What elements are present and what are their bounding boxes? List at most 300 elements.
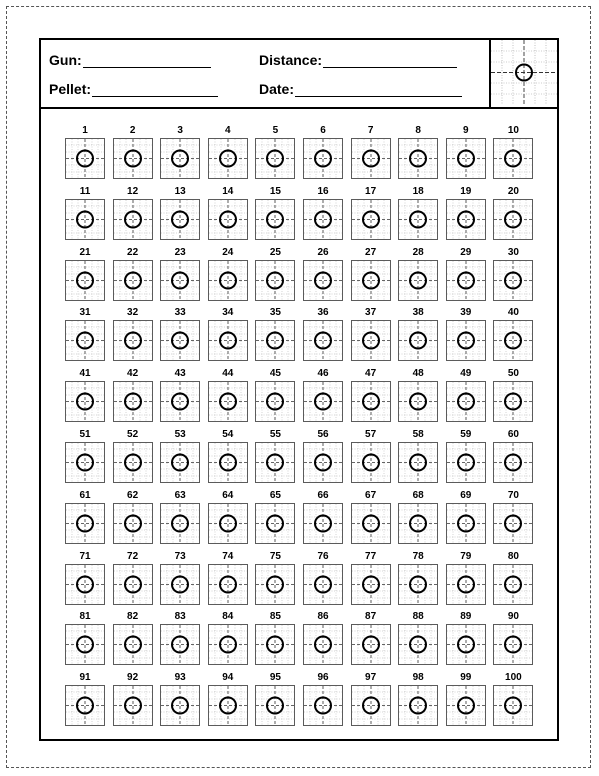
target-cell [206, 611, 250, 668]
target-cell [444, 490, 488, 547]
target-icon [303, 260, 343, 301]
target-cell [491, 611, 535, 668]
target-icon [208, 442, 248, 483]
target-number: 100 [505, 672, 522, 684]
target-number: 89 [460, 611, 472, 623]
target-cell [253, 186, 297, 243]
target-cell [206, 551, 250, 608]
target-number: 22 [127, 246, 139, 258]
target-cell [301, 490, 345, 547]
target-cell [301, 368, 345, 425]
target-icon [446, 320, 486, 361]
target-number: 90 [507, 611, 519, 623]
target-number: 82 [127, 611, 139, 623]
target-icon [446, 624, 486, 665]
target-icon [351, 503, 391, 544]
target-cell [491, 551, 535, 608]
gun-field[interactable] [49, 52, 211, 68]
target-cell [253, 672, 297, 729]
target-icon [398, 260, 438, 301]
target-icon [303, 564, 343, 605]
target-icon [208, 260, 248, 301]
target-icon [303, 442, 343, 483]
target-cell [444, 368, 488, 425]
target-cell [349, 429, 393, 486]
target-cell [158, 307, 202, 364]
gun-input-line[interactable] [83, 53, 211, 68]
target-cell [111, 672, 155, 729]
target-cell [111, 186, 155, 243]
target-number: 72 [127, 550, 139, 562]
target-icon [255, 381, 295, 422]
target-icon [493, 685, 533, 726]
target-cell [349, 490, 393, 547]
target-icon [303, 503, 343, 544]
target-icon [65, 503, 105, 544]
target-cell [206, 247, 250, 304]
target-number: 11 [79, 185, 91, 197]
target-number: 30 [507, 246, 519, 258]
target-icon [208, 320, 248, 361]
target-number: 85 [269, 611, 281, 623]
target-cell [301, 429, 345, 486]
target-icon [160, 260, 200, 301]
target-icon [446, 503, 486, 544]
target-number: 96 [317, 672, 329, 684]
reference-target-box [489, 40, 557, 107]
target-cell [111, 307, 155, 364]
target-cell [111, 125, 155, 182]
target-cell [253, 368, 297, 425]
target-cell [349, 551, 393, 608]
target-number: 1 [82, 125, 88, 136]
target-icon [446, 199, 486, 240]
target-number: 17 [365, 185, 377, 197]
target-icon [208, 564, 248, 605]
target-cell [396, 611, 440, 668]
target-icon [208, 503, 248, 544]
target-icon [255, 199, 295, 240]
target-cell [206, 125, 250, 182]
target-cell [349, 307, 393, 364]
target-number: 77 [365, 550, 377, 562]
target-icon [255, 624, 295, 665]
target-number: 46 [317, 368, 329, 380]
target-cell [301, 247, 345, 304]
target-cell [444, 247, 488, 304]
reference-target-icon [491, 40, 557, 105]
target-cell [63, 611, 107, 668]
target-cell [253, 307, 297, 364]
target-icon [493, 199, 533, 240]
target-number: 36 [317, 307, 329, 319]
target-number: 95 [269, 672, 281, 684]
target-number: 41 [79, 368, 91, 380]
target-icon [113, 381, 153, 422]
target-icon [351, 320, 391, 361]
target-cell [63, 672, 107, 729]
target-number: 32 [127, 307, 139, 319]
target-number: 87 [365, 611, 377, 623]
target-icon [351, 442, 391, 483]
date-label: Date: [259, 81, 295, 97]
target-icon [303, 199, 343, 240]
target-icon [303, 685, 343, 726]
target-number: 18 [412, 185, 424, 197]
target-icon [65, 260, 105, 301]
sheet-header [41, 40, 557, 109]
target-icon [351, 138, 391, 179]
target-cell [491, 429, 535, 486]
target-cell [111, 247, 155, 304]
target-icon [493, 624, 533, 665]
target-number: 12 [127, 185, 139, 197]
target-number: 55 [269, 429, 281, 440]
target-cell [158, 490, 202, 547]
target-number: 8 [415, 125, 421, 136]
target-icon [113, 199, 153, 240]
target-cell [206, 672, 250, 729]
target-icon [208, 685, 248, 726]
target-number: 25 [269, 246, 281, 258]
target-icon [303, 138, 343, 179]
target-icon [398, 685, 438, 726]
target-number: 5 [272, 125, 279, 136]
target-number: 70 [507, 489, 519, 501]
target-number: 88 [412, 611, 424, 623]
target-number: 48 [412, 368, 424, 380]
target-icon [446, 442, 486, 483]
target-number: 80 [507, 550, 519, 562]
target-icon [493, 503, 533, 544]
target-icon [65, 320, 105, 361]
target-cell [158, 611, 202, 668]
target-cell [349, 611, 393, 668]
target-cell [349, 247, 393, 304]
target-icon [255, 685, 295, 726]
target-number: 37 [365, 307, 377, 319]
target-icon [398, 564, 438, 605]
target-cell [206, 368, 250, 425]
target-cell [396, 186, 440, 243]
target-cell [111, 490, 155, 547]
target-icon [446, 138, 486, 179]
target-grid [41, 109, 557, 739]
target-icon [208, 199, 248, 240]
target-icon [446, 260, 486, 301]
target-icon [65, 199, 105, 240]
target-icon [255, 564, 295, 605]
target-number: 28 [412, 246, 424, 258]
target-number: 14 [222, 185, 234, 197]
distance-label: Distance: [259, 52, 323, 68]
target-icon [493, 442, 533, 483]
target-cell [63, 551, 107, 608]
target-icon [446, 564, 486, 605]
distance-field[interactable] [259, 52, 457, 68]
target-cell [301, 186, 345, 243]
target-icon [303, 381, 343, 422]
target-number: 64 [222, 489, 234, 501]
target-number: 39 [460, 307, 472, 319]
target-cell [444, 307, 488, 364]
target-icon [208, 138, 248, 179]
target-cell [491, 186, 535, 243]
target-icon [113, 685, 153, 726]
target-number: 21 [79, 246, 91, 258]
target-cell [396, 672, 440, 729]
target-icon [113, 442, 153, 483]
target-cell [158, 247, 202, 304]
target-cell [444, 429, 488, 486]
target-number: 6 [320, 125, 326, 136]
distance-input-line[interactable] [323, 53, 457, 68]
target-icon [113, 320, 153, 361]
target-number: 62 [127, 489, 139, 501]
target-number: 3 [177, 125, 183, 136]
target-cell [253, 247, 297, 304]
target-icon [398, 503, 438, 544]
target-icon [160, 320, 200, 361]
target-icon [65, 138, 105, 179]
pellet-label: Pellet: [49, 81, 92, 97]
target-number: 94 [222, 672, 234, 684]
target-cell [491, 247, 535, 304]
target-cell [349, 125, 393, 182]
target-number: 27 [365, 246, 377, 258]
target-number: 78 [412, 550, 424, 562]
target-cell [206, 186, 250, 243]
target-number: 76 [317, 550, 329, 562]
target-number: 26 [317, 246, 329, 258]
target-cell [396, 490, 440, 547]
target-cell [349, 672, 393, 729]
target-number: 9 [463, 125, 469, 136]
target-number: 68 [412, 489, 424, 501]
target-number: 71 [79, 550, 91, 562]
target-number: 92 [127, 672, 139, 684]
target-icon [493, 260, 533, 301]
target-number: 43 [174, 368, 186, 380]
target-number: 53 [174, 429, 186, 440]
target-icon [351, 564, 391, 605]
target-icon [446, 685, 486, 726]
target-icon [65, 442, 105, 483]
target-icon [113, 260, 153, 301]
target-number: 83 [174, 611, 186, 623]
target-number: 35 [269, 307, 281, 319]
target-icon [255, 138, 295, 179]
target-cell [349, 368, 393, 425]
target-number: 2 [129, 125, 136, 136]
target-cell [301, 307, 345, 364]
target-number: 75 [269, 550, 281, 562]
target-number: 66 [317, 489, 329, 501]
target-icon [493, 138, 533, 179]
target-number: 97 [365, 672, 377, 684]
target-cell [396, 368, 440, 425]
target-cell [158, 672, 202, 729]
target-cell [253, 125, 297, 182]
target-number: 86 [317, 611, 329, 623]
target-cell [111, 551, 155, 608]
target-icon [160, 381, 200, 422]
target-cell [301, 125, 345, 182]
target-icon [208, 381, 248, 422]
target-number: 50 [507, 368, 519, 380]
pellet-field[interactable] [49, 81, 218, 97]
target-cell [158, 125, 202, 182]
target-cell [301, 672, 345, 729]
target-cell [63, 368, 107, 425]
target-cell [111, 368, 155, 425]
target-number: 44 [222, 368, 234, 380]
target-cell [444, 611, 488, 668]
target-icon [255, 260, 295, 301]
target-cell [158, 186, 202, 243]
target-cell [301, 611, 345, 668]
target-cell [253, 551, 297, 608]
target-cell [253, 429, 297, 486]
target-icon [160, 685, 200, 726]
target-icon [160, 624, 200, 665]
gun-label: Gun: [49, 52, 82, 68]
target-icon [160, 503, 200, 544]
target-number: 31 [79, 307, 91, 319]
target-cell [111, 429, 155, 486]
target-icon [160, 138, 200, 179]
target-cell [396, 247, 440, 304]
target-icon [351, 381, 391, 422]
target-number: 15 [269, 185, 281, 197]
target-icon [255, 442, 295, 483]
target-number: 56 [317, 429, 329, 440]
target-icon [255, 503, 295, 544]
target-number: 59 [460, 429, 472, 440]
target-number: 42 [127, 368, 139, 380]
target-number: 40 [507, 307, 519, 319]
target-cell [396, 307, 440, 364]
target-cell [491, 672, 535, 729]
pellet-input-line[interactable] [92, 82, 218, 97]
target-icon [65, 564, 105, 605]
target-number: 65 [269, 489, 281, 501]
target-cell [63, 429, 107, 486]
target-number: 10 [507, 125, 519, 136]
target-number: 38 [412, 307, 424, 319]
target-icon [398, 138, 438, 179]
target-icon [160, 199, 200, 240]
target-number: 34 [222, 307, 234, 319]
target-number: 7 [367, 125, 374, 136]
target-cell [444, 551, 488, 608]
target-icon [398, 442, 438, 483]
date-field[interactable] [259, 81, 462, 97]
target-number: 4 [225, 125, 231, 136]
target-icon [113, 564, 153, 605]
target-number: 23 [174, 246, 186, 258]
target-cell [349, 186, 393, 243]
target-number: 58 [412, 429, 424, 440]
target-number: 47 [365, 368, 377, 380]
target-cell [396, 429, 440, 486]
target-cell [491, 490, 535, 547]
target-number: 69 [460, 489, 472, 501]
target-icon [65, 624, 105, 665]
target-sheet [39, 38, 559, 741]
target-cell [158, 368, 202, 425]
target-number: 60 [507, 429, 519, 440]
target-cell [444, 672, 488, 729]
target-number: 29 [460, 246, 472, 258]
target-icon [65, 381, 105, 422]
target-icon [351, 685, 391, 726]
target-icon [398, 320, 438, 361]
target-number: 19 [460, 185, 472, 197]
target-icon [113, 503, 153, 544]
target-icon [113, 624, 153, 665]
target-cell [444, 125, 488, 182]
target-cell [206, 490, 250, 547]
target-number: 33 [174, 307, 186, 319]
target-icon [303, 624, 343, 665]
target-icon [113, 138, 153, 179]
target-icon [398, 199, 438, 240]
target-icon [493, 564, 533, 605]
target-cell [206, 429, 250, 486]
target-number: 54 [222, 429, 234, 440]
target-cell [158, 551, 202, 608]
target-number: 45 [269, 368, 281, 380]
target-number: 24 [222, 246, 234, 258]
target-icon [398, 624, 438, 665]
date-input-line[interactable] [295, 82, 462, 97]
target-cell [491, 125, 535, 182]
target-number: 51 [79, 429, 91, 440]
target-number: 63 [174, 489, 186, 501]
target-cell [158, 429, 202, 486]
target-icon [160, 442, 200, 483]
target-cell [206, 307, 250, 364]
target-number: 81 [79, 611, 91, 623]
target-icon [351, 624, 391, 665]
target-icon [493, 381, 533, 422]
target-number: 13 [174, 185, 186, 197]
target-cell [444, 186, 488, 243]
target-number: 91 [79, 672, 91, 684]
target-cell [396, 125, 440, 182]
target-icon [160, 564, 200, 605]
target-cell [253, 611, 297, 668]
target-icon [65, 685, 105, 726]
target-number: 61 [79, 489, 91, 501]
target-number: 52 [127, 429, 139, 440]
target-number: 49 [460, 368, 472, 380]
target-icon [303, 320, 343, 361]
target-number: 99 [460, 672, 472, 684]
target-number: 93 [174, 672, 186, 684]
target-number: 98 [412, 672, 424, 684]
target-cell [63, 186, 107, 243]
target-number: 84 [222, 611, 234, 623]
target-cell [301, 551, 345, 608]
target-cell [111, 611, 155, 668]
target-cell [63, 490, 107, 547]
target-icon [351, 199, 391, 240]
target-cell [491, 307, 535, 364]
target-number: 57 [365, 429, 377, 440]
target-number: 20 [507, 185, 519, 197]
